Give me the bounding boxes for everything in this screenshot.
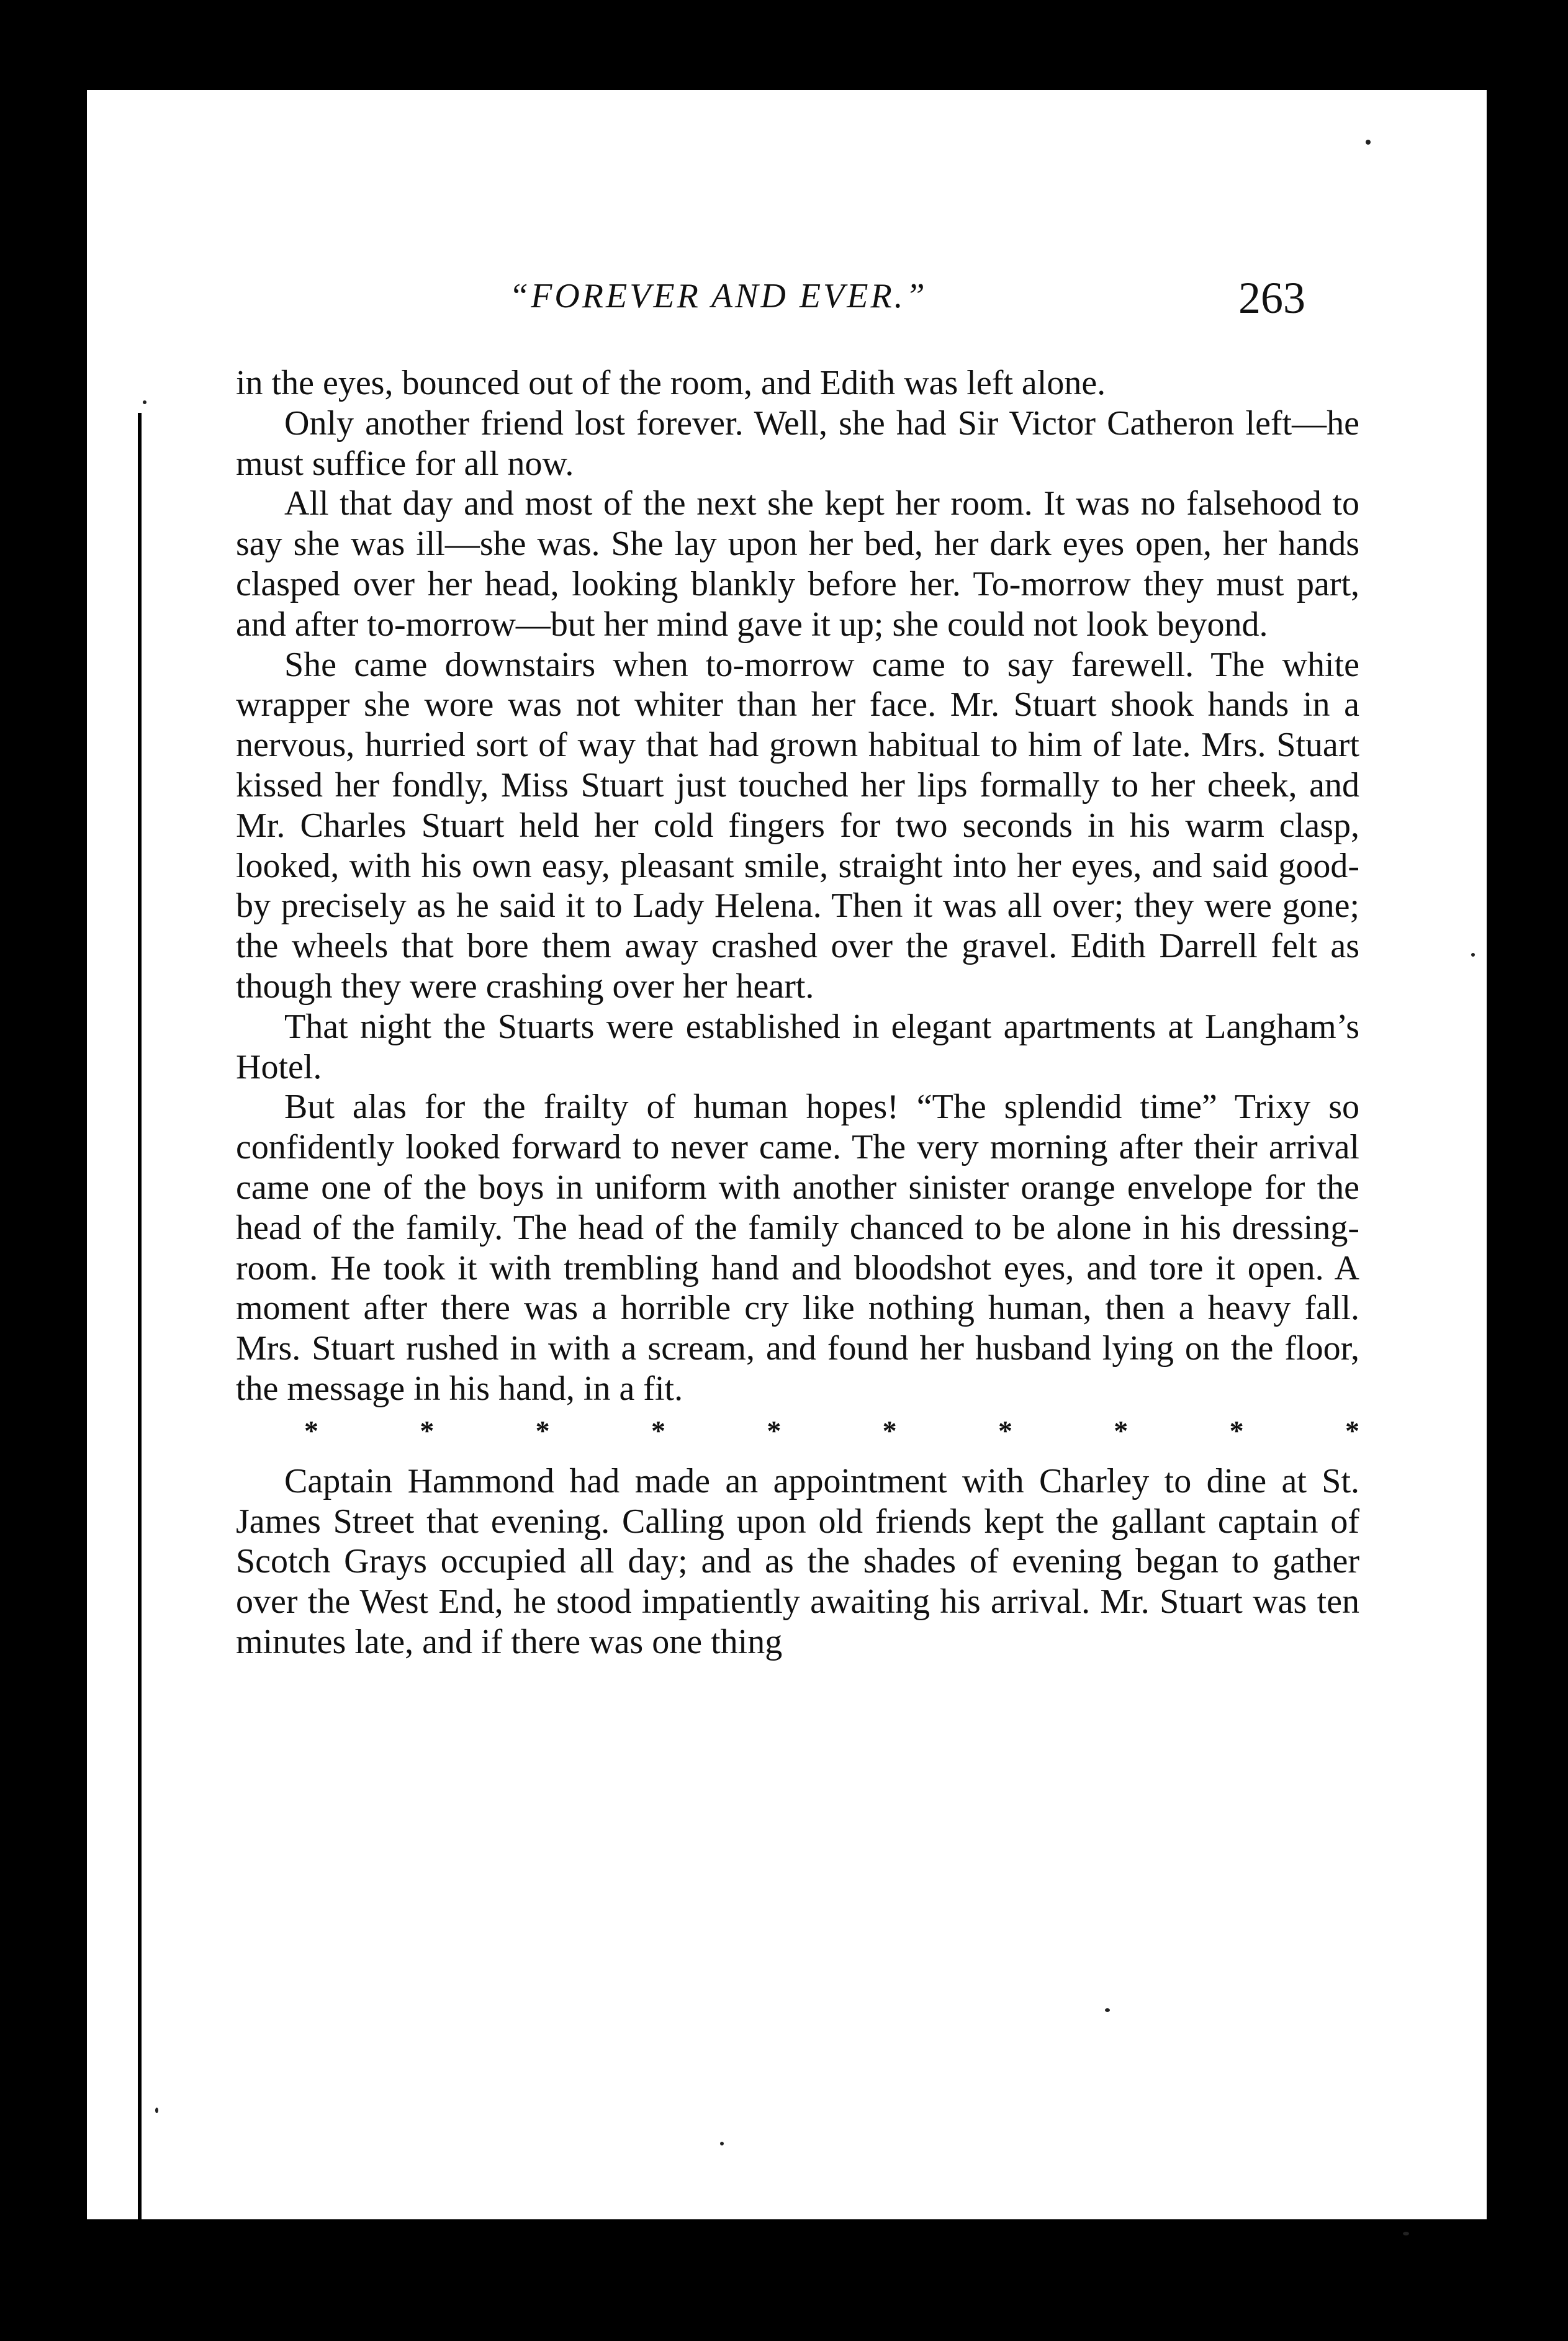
paragraph: But alas for the frailty of human hopes! “The splendid time” Trixy so confidently looked forward to never came. The very morning after their arrival came one of the boys in uniform with another sinister orange envelope for the head of the family. The head of the family chanced to be alone in his dressing-room. He took it with trembling hand and bloodshot eyes, and tore it open. A moment after there was a horrible cry like nothing human, then a heavy fall. Mrs. Stuart rushed in with a scream, and found her husband lying on the floor, the message in his hand, in a fit.	[236, 1088, 1359, 1408]
book-page	[87, 90, 1487, 2219]
running-head: “FOREVER AND EVER.”	[509, 277, 927, 315]
paragraph: That night the Stuarts were established in elegant apartments at Langham’s Hotel.	[236, 1007, 1359, 1086]
scan-speck	[1403, 2232, 1409, 2235]
page-number: 263	[1238, 273, 1305, 323]
page-header	[87, 273, 1487, 351]
asterisk: *	[651, 1414, 665, 1446]
paragraph: She came downstairs when to-morrow came to say farewell. The white wrapper she wore was not whiter than her face. Mr. Stuart shook hands in a nervous, hurried sort of way that had grown habitual to him of late. Mrs. Stuart kissed her fondly, Miss Stuart just touched her lips formally to her cheek, and Mr. Charles Stuart held her cold fingers for two seconds in his warm clasp, looked, with his own easy, pleasant smile, straight into her eyes, and said good-by precisely as he said it to Lady Helena. Then it was all over; they were gone; the wheels that bore them away crashed over the gravel. Edith Darrell felt as though they were crashing over her heart.	[236, 645, 1359, 1006]
scan-speck	[1471, 953, 1475, 957]
scan-speck	[1105, 2008, 1110, 2012]
asterisk: *	[1229, 1414, 1244, 1446]
asterisk: *	[535, 1414, 550, 1446]
asterisk: *	[767, 1414, 782, 1446]
scan-speck	[155, 2108, 158, 2113]
scan-speck	[720, 2142, 724, 2145]
asterisk: *	[1114, 1414, 1129, 1446]
paragraph: Captain Hammond had made an appointment with Charley to dine at St. James Street that evening. Calling upon old friends kept the gallant captain of Scotch Grays occupied all day; and as the shades of evening began to gather over the West End, he stood impatiently awaiting his arrival. Mr. Stuart was ten minutes late, and if there was one thing	[236, 1461, 1359, 1661]
paragraph: in the eyes, bounced out of the room, and Edith was left alone.	[236, 364, 1106, 402]
scan-speck	[143, 400, 146, 404]
asterisk: *	[420, 1414, 435, 1446]
paragraph: Only another friend lost forever. Well, she had Sir Victor Catheron left—he must suffice for all now.	[236, 404, 1359, 483]
asterisk: *	[1345, 1414, 1359, 1446]
body-text	[236, 363, 1359, 1662]
binding-shadow-line	[138, 413, 142, 2288]
asterisk: *	[998, 1414, 1012, 1446]
asterisk: *	[304, 1414, 318, 1446]
asterisk: *	[882, 1414, 897, 1446]
section-break	[236, 1409, 1359, 1453]
scan-speck	[1366, 140, 1371, 145]
paragraph: All that day and most of the next she kept her room. It was no falsehood to say she was ill—she was. She lay upon her bed, her dark eyes open, her hands clasped over her head, looking blankly before her. To-morrow they must part, and after to-morrow—but her mind gave it up; she could not look beyond.	[236, 484, 1359, 644]
